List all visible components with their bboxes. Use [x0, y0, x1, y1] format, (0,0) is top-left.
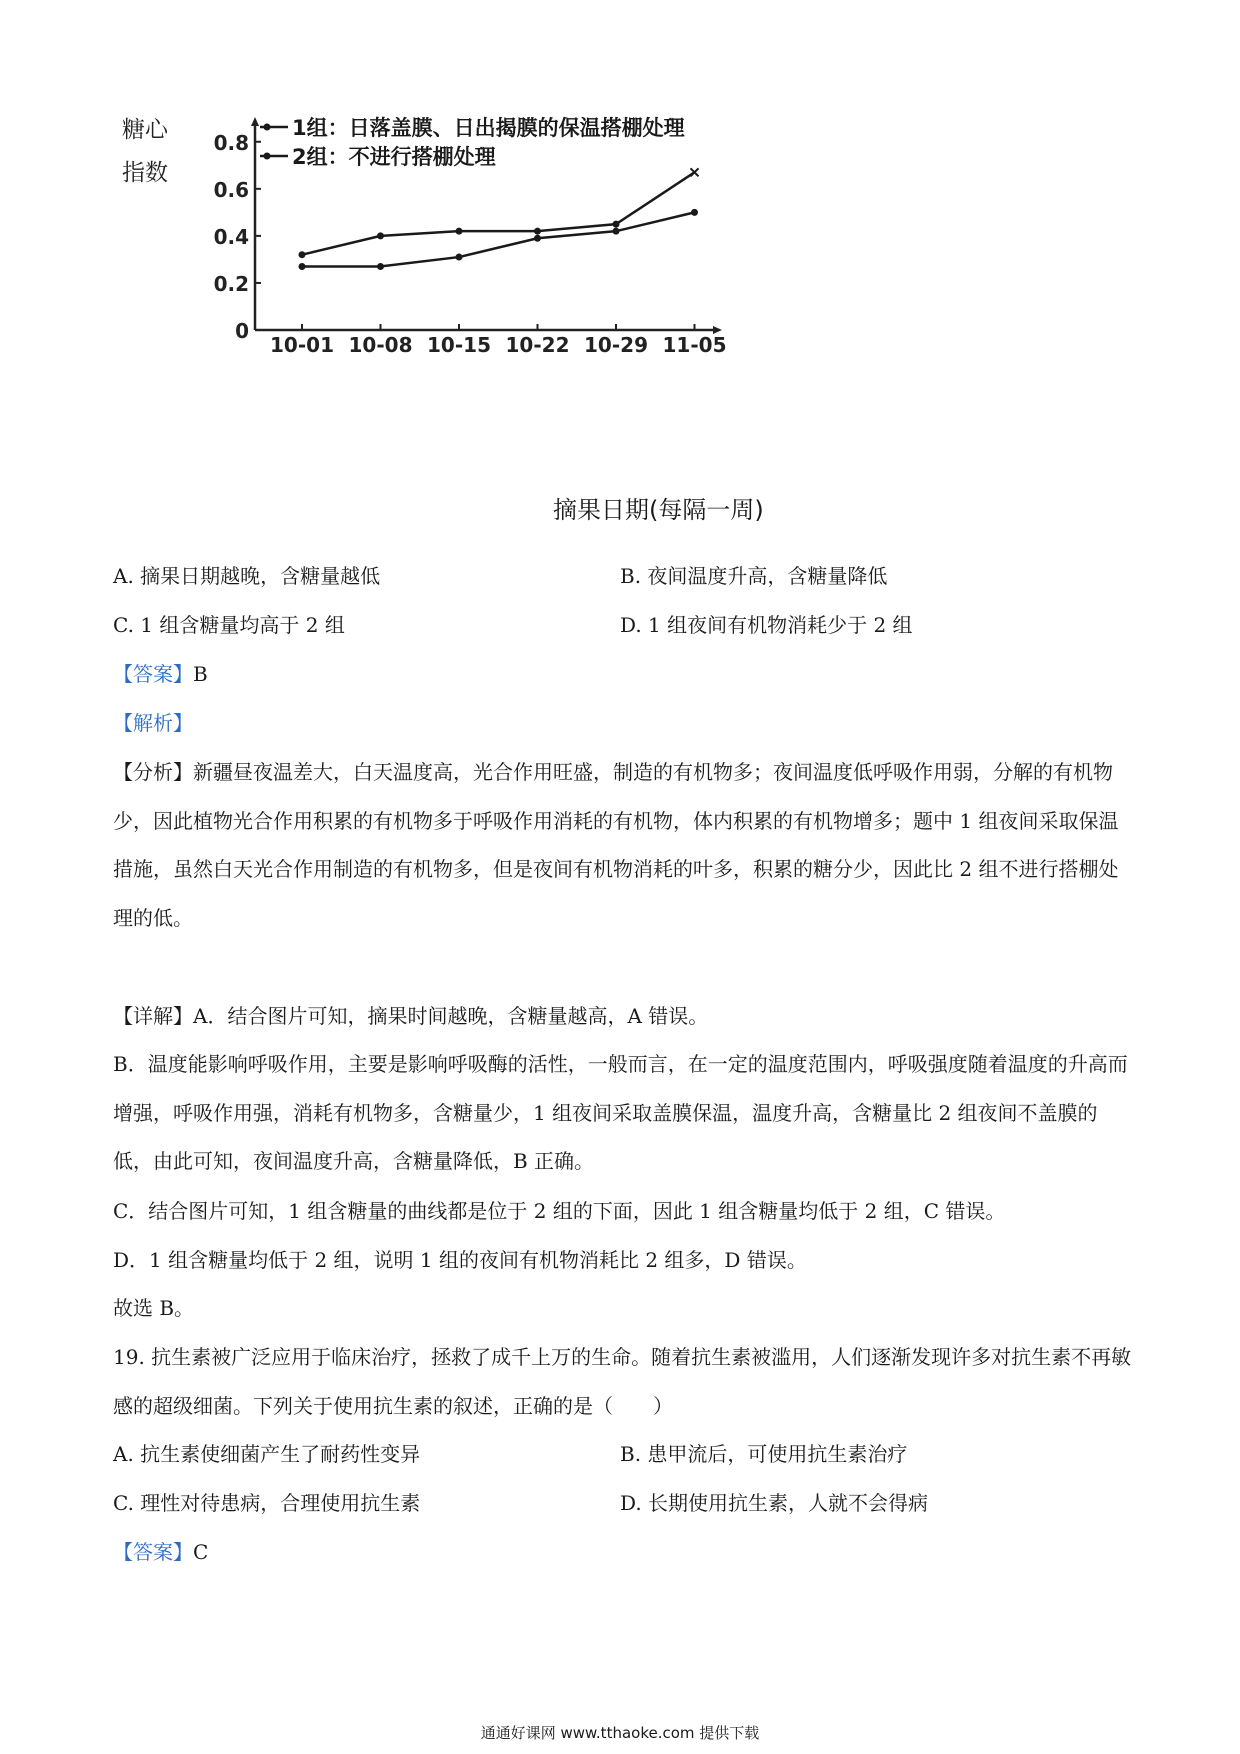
detail-tag: 【详解】 — [113, 1004, 193, 1028]
q19-option-b: B. 患甲流后，可使用抗生素治疗 — [620, 1442, 908, 1466]
series-2-point — [377, 232, 384, 239]
q18-option-c: C. 1 组含糖量均高于 2 组 — [113, 613, 345, 637]
legend-marker-2 — [264, 153, 271, 160]
series-1-point — [456, 254, 463, 261]
series-2-point — [534, 228, 541, 235]
q18-detail-b: B．温度能影响呼吸作用，主要是影响呼吸酶的活性，一般而言，在一定的温度范围内，呼吸强度随着温度的升高而增强，呼吸作用强，消耗有机物多，含糖量少，1 组夜间采取盖膜保温，温度升高，含糖量比 2 组夜间不盖膜的低，由此可知，夜间温度升高，含糖量降低，B 正确。 — [113, 1052, 1128, 1173]
x-tick-label: 10-01 — [270, 333, 334, 357]
x-tick-label: 10-08 — [348, 333, 413, 357]
q18-detail-d: D．1 组含糖量均低于 2 组，说明 1 组的夜间有机物消耗比 2 组多，D 错误。 — [113, 1248, 807, 1272]
y-tick-label: 0.4 — [213, 224, 249, 249]
page-footer: 通通好课网 www.tthaoke.com 提供下载 — [480, 1724, 760, 1742]
q18-option-a: A. 摘果日期越晚，含糖量越低 — [113, 564, 381, 588]
detail-a-text: A．结合图片可知，摘果时间越晚，含糖量越高，A 错误。 — [193, 1004, 709, 1028]
answer-tag: 【答案】 — [113, 662, 193, 686]
series-1-point — [377, 263, 384, 270]
legend-label-1: 1组：日落盖膜、日出揭膜的保温搭棚处理 — [292, 116, 685, 140]
q19-option-d: D. 长期使用抗生素，人就不会得病 — [620, 1491, 929, 1515]
q18-jiexi-tag: 【解析】 — [113, 711, 193, 735]
answer-value: B — [193, 662, 208, 686]
analysis-tag: 【分析】 — [113, 760, 193, 784]
y-axis-arrow — [251, 117, 259, 126]
q18-answer — [113, 660, 208, 688]
series-2-point — [613, 221, 620, 228]
x-tick-label: 10-15 — [427, 333, 491, 357]
x-tick-label: 10-29 — [584, 333, 648, 357]
y-tick-label: 0.2 — [213, 271, 249, 296]
y-axis-label-line2: 指数 — [122, 160, 168, 186]
q19-answer — [113, 1538, 208, 1566]
line-chart-svg — [110, 110, 830, 410]
series-2-line — [302, 172, 695, 254]
q18-conclusion: 故选 B。 — [113, 1296, 195, 1320]
series-1-point — [534, 235, 541, 242]
answer-tag: 【答案】 — [113, 1540, 193, 1564]
q18-analysis — [113, 748, 1133, 942]
q18-option-b: B. 夜间温度升高，含糖量降低 — [620, 564, 888, 588]
sugar-index-chart — [110, 110, 830, 410]
series-2-point — [456, 228, 463, 235]
series-2-point — [299, 251, 306, 258]
q19-option-c: C. 理性对待患病，合理使用抗生素 — [113, 1491, 421, 1515]
legend-label-2: 2组：不进行搭棚处理 — [292, 145, 496, 169]
y-tick-label: 0 — [235, 319, 249, 343]
y-axis-label-line1: 糖心 — [122, 117, 168, 143]
q19-option-a: A. 抗生素使细菌产生了耐药性变异 — [113, 1442, 421, 1466]
answer-value: C — [193, 1540, 209, 1564]
y-tick-label: 0.8 — [213, 130, 249, 155]
q18-option-d: D. 1 组夜间有机物消耗少于 2 组 — [620, 613, 913, 637]
series-2-point — [691, 168, 699, 176]
x-tick-label: 11-05 — [662, 333, 727, 357]
q18-detail-c: C．结合图片可知，1 组含糖量的曲线都是位于 2 组的下面，因此 1 组含糖量均低于 2 组，C 错误。 — [113, 1199, 1006, 1223]
x-axis-caption: 摘果日期(每隔一周) — [553, 496, 764, 524]
y-tick-label: 0.6 — [213, 177, 249, 202]
q19-stem: 19. 抗生素被广泛应用于临床治疗，拯救了成千上万的生命。随着抗生素被滥用，人们逐渐发现许多对抗生素不再敏感的超级细菌。下列关于使用抗生素的叙述，正确的是（ ） — [113, 1345, 1132, 1418]
legend-marker-1 — [264, 124, 271, 131]
q18-detail-a — [113, 1002, 708, 1030]
analysis-text: 新疆昼夜温差大，白天温度高，光合作用旺盛，制造的有机物多；夜间温度低呼吸作用弱，分解的有机物少，因此植物光合作用积累的有机物多于呼吸作用消耗的有机物，体内积累的有机物增多；题中 1 组夜间采取保温措施，虽然白天光合作用制造的有机物多，但是夜间有机物消耗的叶多，积累的糖分少，因此比 2 组不进行搭棚处理的低。 — [113, 760, 1119, 930]
series-1-point — [613, 228, 620, 235]
series-1-point — [691, 209, 698, 216]
series-1-point — [299, 263, 306, 270]
x-tick-label: 10-22 — [505, 333, 570, 357]
